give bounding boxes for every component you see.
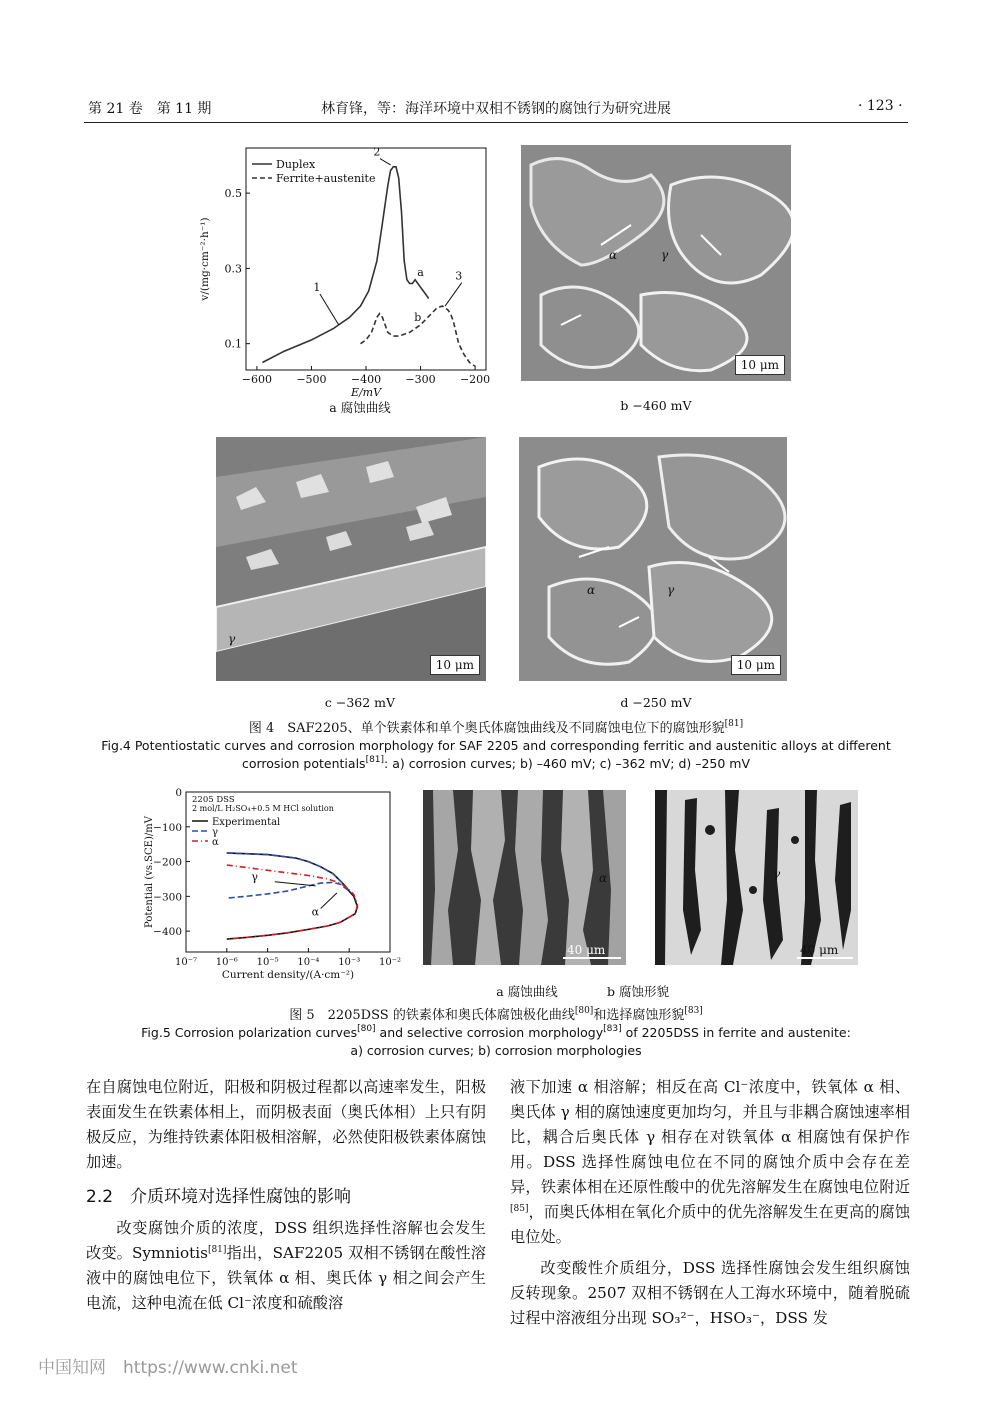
- journal-volume: 第 21 卷 第 11 期: [88, 101, 212, 117]
- chart2-ytick-label: −200: [153, 856, 182, 869]
- chart1-ytick-label: 0.1: [224, 337, 242, 351]
- fig5-scale-a: 40 μm: [567, 943, 606, 957]
- fig4b-scalebar: 10 μm: [735, 355, 785, 375]
- right-paragraph-2: 改变酸性介质组分，DSS 选择性腐蚀会发生组织腐蚀反转现象。2507 双相不锈钢在人工海水环境中，随着脱硫过程中溶液组分出现 SO₃²⁻，HSO₃⁻，DSS 发: [510, 1259, 910, 1327]
- chart1-legend-label: Ferrite+austenite: [276, 172, 376, 185]
- chart2-xtick-label: 10⁻⁷: [174, 957, 198, 968]
- left-paragraph-2b: 指出，SAF2205 双相不锈钢在酸性溶液中的腐蚀电位下，铁氧体 α 相、奥氏体 γ 相之间会产生电流，这种电流在低 Cl⁻浓度和硫酸溶: [86, 1244, 486, 1312]
- fig4-caption-en-line2a: corrosion potentials: [241, 756, 366, 771]
- right-paragraph-1-ref: [85]: [510, 1204, 529, 1214]
- chart2-legend-label: α: [212, 837, 219, 848]
- chart1-annotation: 2: [373, 145, 381, 159]
- fig4d-sem-image: [519, 437, 787, 681]
- chart1-legend-label: Duplex: [276, 158, 316, 171]
- fig5-sem-ferrite: [423, 790, 626, 965]
- fig4-caption-en-line1: Fig.4 Potentiostatic curves and corrosion morphology for SAF 2205 and corresponding ferritic and austenitic alloys at different: [101, 738, 891, 753]
- fig5-caption-en-ref1: [80]: [357, 1024, 376, 1034]
- fig4b-gamma-label: γ: [661, 248, 669, 262]
- chart1-ylabel: v/(mg·cm⁻²·h⁻¹): [199, 217, 211, 301]
- chart2-annotation-gamma-arrow: [275, 882, 316, 886]
- chart1-xtick-label: −500: [296, 373, 327, 386]
- chart2-annotation-gamma: γ: [251, 870, 258, 884]
- chart2-ytick-label: −400: [153, 926, 182, 939]
- chart1-annotation: 3: [455, 269, 463, 283]
- fig5-caption-cn-ref1: [80]: [574, 1006, 594, 1016]
- fig5-caption-en-ref2: [83]: [603, 1024, 622, 1034]
- chart2-series-line: [227, 853, 349, 898]
- chart2-xtick-label: 10⁻³: [338, 957, 361, 968]
- chart2-xtick-label: 10⁻⁶: [215, 957, 238, 968]
- fig4d-texture: [519, 437, 787, 681]
- fig4b-sem-image: [521, 145, 791, 381]
- fig4-caption-cn: [0, 717, 992, 736]
- chart1-ytick-label: 0.3: [224, 262, 242, 276]
- fig5-caption-cn-1: 图 5 2205DSS 的铁素体和奥氏体腐蚀极化曲线: [289, 1008, 575, 1023]
- fig5-gamma-label: γ: [773, 867, 781, 881]
- chart2-xtick-label: 10⁻²: [378, 957, 402, 968]
- chart2-annotation-alpha: α: [311, 905, 320, 919]
- left-paragraph-2: [86, 1216, 486, 1316]
- chart2-xlabel: Current density/(A·cm⁻²): [221, 969, 355, 981]
- chart2-ylabel: Potential (vs.SCE)/mV: [144, 816, 155, 928]
- chart2-ytick-label: −100: [153, 821, 182, 834]
- header-rule: [84, 122, 908, 123]
- section-heading: [86, 1185, 486, 1210]
- right-paragraph-1: [510, 1075, 910, 1250]
- left-column: [86, 1075, 486, 1316]
- fig4a-chart: [196, 136, 492, 398]
- fig5-caption-en-1a: Fig.5 Corrosion polarization curves: [141, 1025, 358, 1040]
- fig4b-subcaption: b −460 mV: [620, 398, 692, 413]
- right-paragraph-1b: ，而奥氏体相在氧化介质中的优先溶解发生在更高的腐蚀电位处。: [510, 1203, 910, 1246]
- chart1-annotation: b: [414, 311, 422, 325]
- fig5a-chart: [140, 782, 410, 982]
- fig5-sem-ferrite-texture: [423, 790, 626, 965]
- chart1-xlabel: E/mV: [350, 386, 382, 398]
- fig4c-sem-image: [216, 437, 486, 681]
- fig5-caption-en-1b: and selective corrosion morphology: [375, 1025, 604, 1040]
- fig5a-chart-svg: [140, 782, 410, 982]
- left-paragraph-2-ref: [81]: [207, 1245, 227, 1255]
- left-paragraph-2a: 改变腐蚀介质的浓度，DSS 组织选择性溶解也会发生改变。Symniotis: [86, 1219, 486, 1262]
- fig4-caption-en-ref: [81]: [365, 755, 385, 765]
- fig4a-subcaption: a 腐蚀曲线: [329, 400, 391, 415]
- chart1-annotation-arrow: [380, 159, 391, 165]
- chart2-title: 2205 DSS: [192, 795, 235, 805]
- chart2-xtick-label: 10⁻⁵: [256, 957, 279, 968]
- fig4c-texture: [216, 437, 486, 681]
- chart1-annotation: a: [417, 265, 424, 279]
- chart1-xtick-label: −200: [459, 373, 491, 386]
- chart2-annotation-alpha-arrow: [321, 893, 337, 909]
- chart1-annotation: 1: [313, 280, 321, 294]
- fig5-caption-en-1c: of 2205DSS in ferrite and austenite:: [621, 1025, 851, 1040]
- fig5b-subcaption: b 腐蚀形貌: [607, 984, 669, 999]
- fig4c-subcaption: c −362 mV: [324, 695, 396, 710]
- fig5-caption-cn: [0, 1004, 992, 1023]
- fig4-caption-cn-ref: [81]: [724, 719, 744, 729]
- chart2-series-line: [227, 865, 358, 939]
- fig4d-scalebar: 10 μm: [731, 655, 781, 675]
- chart2-frame: [186, 792, 390, 952]
- fig5-caption-en-line2: a) corrosion curves; b) corrosion morphologies: [350, 1043, 642, 1058]
- cnki-watermark: 中国知网 https://www.cnki.net: [38, 1358, 298, 1378]
- chart1-annotation-arrow: [320, 294, 339, 325]
- chart1-xtick-label: −300: [405, 373, 436, 386]
- chart1-series-line: [262, 167, 428, 363]
- fig4b-texture: [521, 145, 791, 381]
- section-title: 介质环境对选择性腐蚀的影响: [130, 1187, 352, 1207]
- fig4-caption-cn-text: 图 4 SAF2205、单个铁素体和单个奥氏体腐蚀曲线及不同腐蚀电位下的腐蚀形貌: [248, 721, 725, 736]
- running-title: 林育锋，等：海洋环境中双相不锈钢的腐蚀行为研究进展: [321, 101, 671, 117]
- chart1-xtick-label: −600: [241, 373, 273, 386]
- fig5-alpha-label: α: [599, 871, 608, 885]
- fig5-caption-cn-ref2: [83]: [684, 1006, 703, 1016]
- chart1-ytick-label: 0.5: [224, 187, 242, 201]
- fig4b-alpha-label: α: [609, 248, 618, 262]
- chart2-ytick-label: 0: [175, 787, 182, 799]
- fig4-caption-en-line2b: : a) corrosion curves; b) –460 mV; c) –362 mV; d) –250 mV: [384, 756, 751, 771]
- right-paragraph-1a: 液下加速 α 相溶解；相反在高 Cl⁻浓度中，铁氧体 α 相、奥氏体 γ 相的腐蚀速度更加均匀，并且与非耦合腐蚀速率相比，耦合后奥氏体 γ 相存在对铁氧体 α 相腐蚀有保护作用。DSS 选择性腐蚀电位在不同的腐蚀介质中会存在差异，铁素体相在还原性酸中的优先溶解发生在腐蚀电位附近: [510, 1078, 910, 1196]
- chart2-ytick-label: −300: [153, 891, 182, 904]
- fig4a-chart-svg: [196, 136, 492, 398]
- fig4d-gamma-label: γ: [667, 583, 675, 597]
- fig5-sem-austenite-texture: [655, 790, 858, 965]
- fig4d-subcaption: d −250 mV: [620, 695, 692, 710]
- fig4c-gamma-label: γ: [228, 632, 236, 646]
- fig5-caption-en-line1: [0, 1025, 992, 1040]
- fig4-caption-en-line2: [0, 756, 992, 771]
- right-column: [510, 1075, 910, 1331]
- chart2-subtitle: 2 mol/L H₂SO₄+0.5 M HCl solution: [192, 804, 334, 813]
- chart1-xtick-label: −400: [350, 373, 382, 386]
- chart2-legend-label: Experimental: [212, 817, 281, 828]
- chart2-legend-label: γ: [212, 827, 218, 838]
- fig5a-subcaption: a 腐蚀曲线: [496, 984, 558, 999]
- fig4c-scalebar: 10 μm: [430, 655, 480, 675]
- fig5-caption-cn-2: 和选择腐蚀形貌: [593, 1008, 685, 1023]
- page-number: · 123 ·: [858, 98, 903, 114]
- section-number: 2.2: [86, 1187, 114, 1207]
- left-paragraph-1: 在自腐蚀电位附近，阳极和阴极过程都以高速率发生，阳极表面发生在铁素体相上，而阴极表面（奥氏体相）上只有阴极反应，为维持铁素体阳极相溶解，必然使阳极铁素体腐蚀加速。: [86, 1078, 486, 1171]
- fig4d-alpha-label: α: [587, 583, 596, 597]
- fig5-sem-austenite: [655, 790, 858, 965]
- chart2-xtick-label: 10⁻⁴: [297, 957, 320, 968]
- chart1-annotation-arrow: [445, 283, 462, 306]
- fig5-scale-b: 40 μm: [800, 943, 839, 957]
- chart2-series-line: [227, 853, 358, 939]
